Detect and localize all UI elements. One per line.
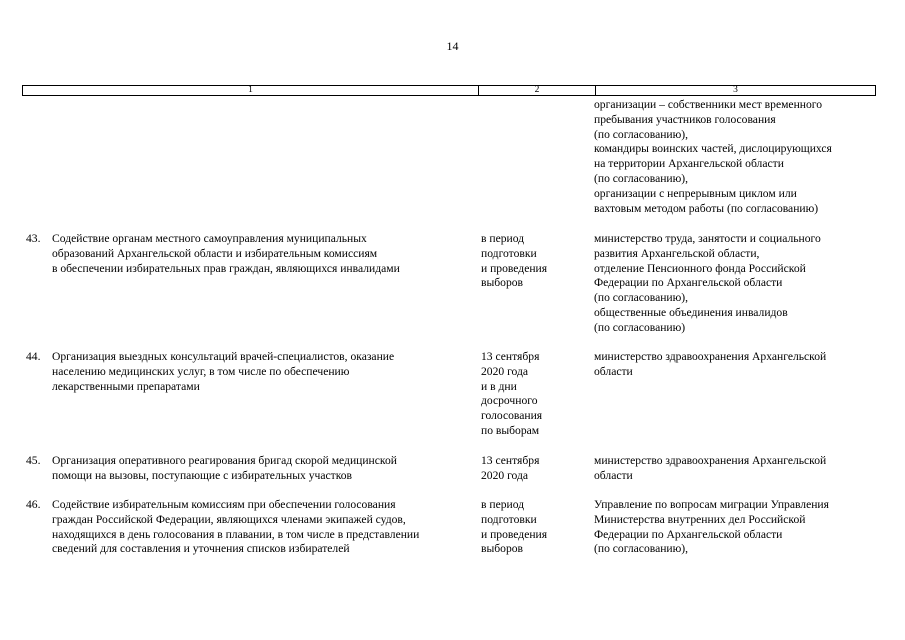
row-activity-45: Организация оперативного реагирования бригад скорой медицинской помощи на вызовы, поступающие с избирательных участков [52,454,397,482]
column-header-1: 1 [248,85,253,95]
row-number-44: 44. [26,350,41,363]
row-activity-44: Организация выездных консультаций врачей-специалистов, оказание населению медицинских услуг, в том числе по обеспечению лекарственными препаратами [52,350,395,393]
row-number-45: 45. [26,454,41,467]
row-period-46: в период подготовки и проведения выборов [481,498,548,556]
row-activity-43: Содействие органам местного самоуправления муниципальных образований Архангельской области и избирательным комиссиям в обеспечении избирательных прав граждан, являющихся инвалидами [52,232,400,275]
continued-responsible-cell: организации – собственники мест временного пребывания участников голосования (по согласованию), командиры воинских частей, дислоцирующихся на территории Архангельской области (по согласованию), организации с непрерывным циклом или вахтовым методом работы (по согласованию) [594,98,832,215]
row-responsible-43: министерство труда, занятости и социального развития Архангельской области, отделение Пенсионного фонда Российской Федерации по Архангельской области (по согласованию), общественные объединения инвалидов (по согласованию) [594,232,821,334]
row-activity-46: Содействие избирательным комиссиям при обеспечении голосования граждан Российской Федерации, являющихся членами экипажей судов, находящихся в день голосования в плавании, в том числе в представлении сведений для составления и уточнения списков избирателей [52,498,420,556]
page-number: 14 [446,39,459,53]
row-period-45: 13 сентября 2020 года [481,454,540,482]
column-header-2: 2 [478,86,595,95]
row-responsible-45: министерство здравоохранения Архангельской области [594,454,827,482]
column-header-row [22,85,876,96]
row-responsible-44: министерство здравоохранения Архангельской области [594,350,827,378]
column-header-3: 3 [595,86,875,95]
row-period-43: в период подготовки и проведения выборов [481,232,548,290]
row-period-44: 13 сентября 2020 года и в дни досрочного голосования по выборам [481,350,543,437]
row-number-46: 46. [26,498,41,511]
row-number-43: 43. [26,232,41,245]
row-responsible-46: Управление по вопросам миграции Управления Министерства внутренних дел Российской Федерации по Архангельской области (по согласованию), [594,498,829,556]
